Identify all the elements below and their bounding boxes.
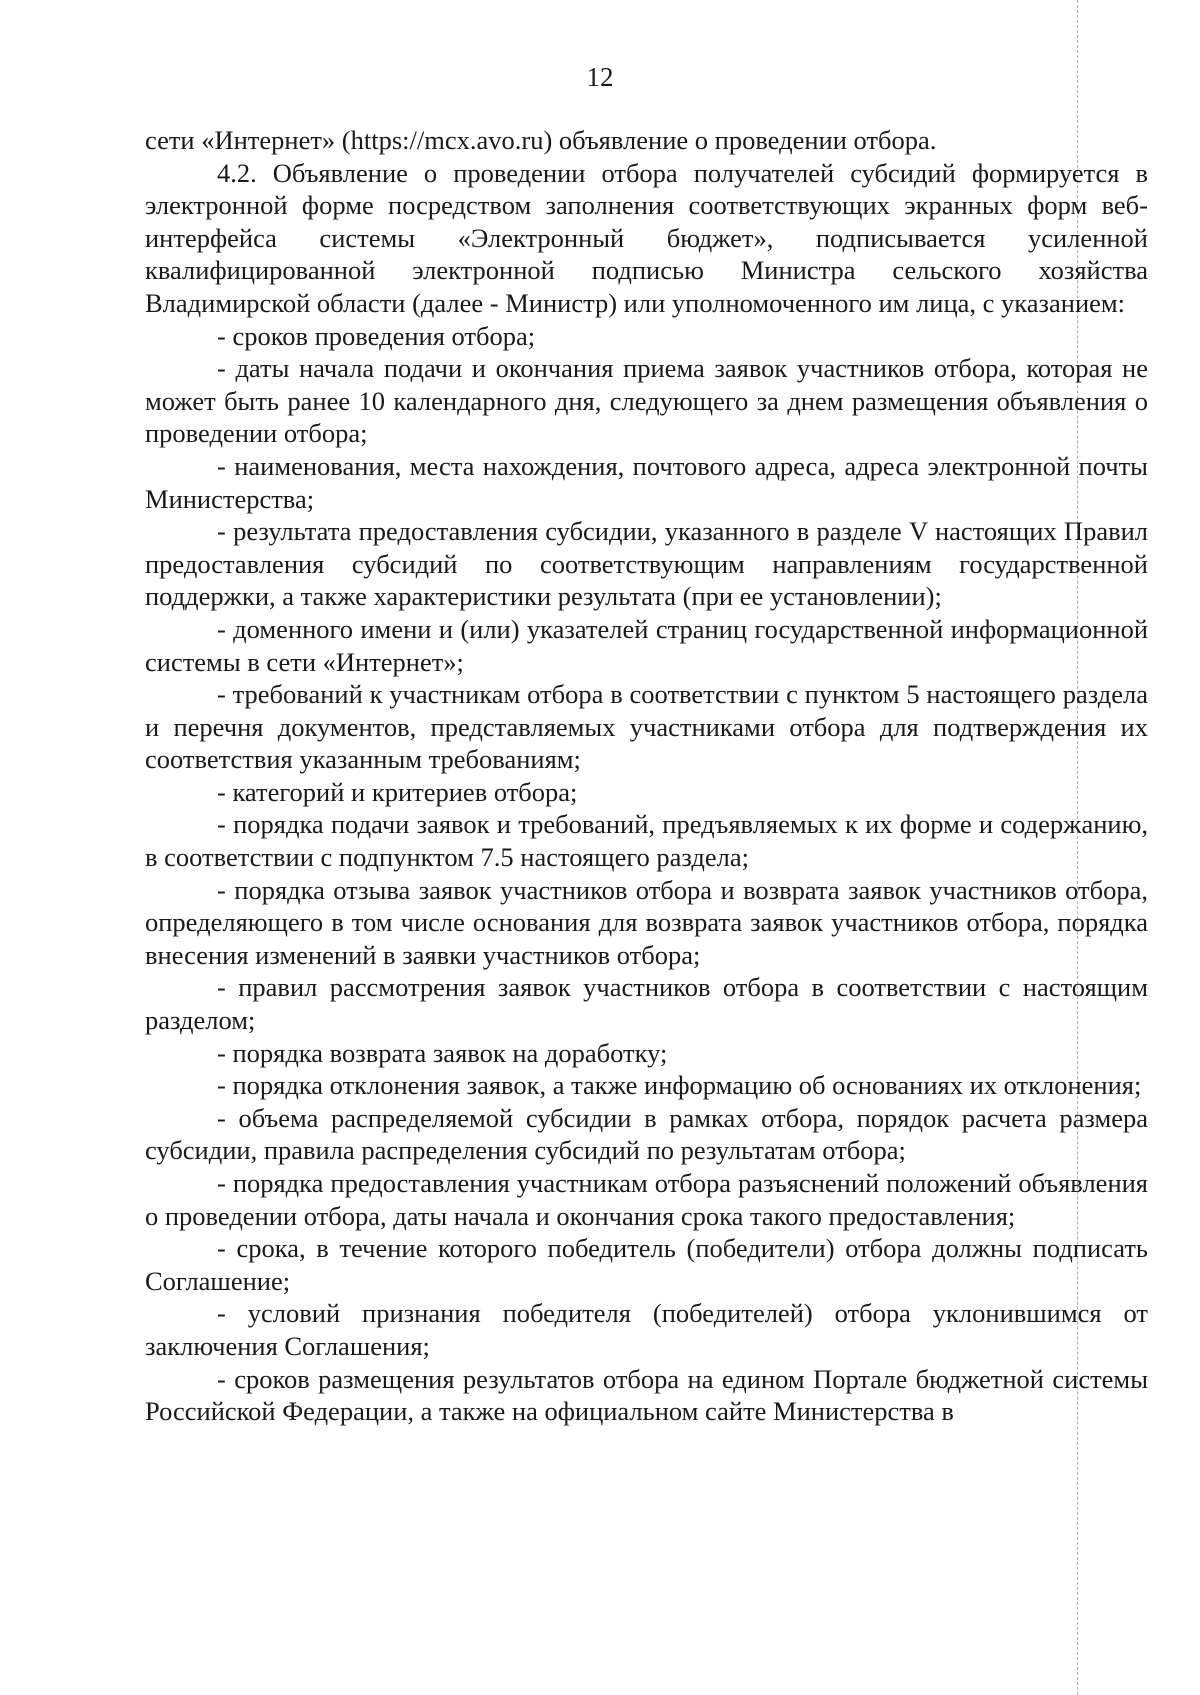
paragraph: 4.2. Объявление о проведении отбора получателей субсидий формируется в электронной форме посредством заполнения соответствующих экранных форм веб-интерфейса системы «Электронный бюджет», подписывается усиленной квалифицированной электронной подписью Министра сельского хозяйства Владимирской области (далее - Министр) или уполномоченного им лица, с указанием:: [145, 157, 1148, 318]
paragraph: сети «Интернет» (https://mcx.avo.ru) объявление о проведении отбора.: [145, 125, 937, 155]
list-item: - доменного имени и (или) указателей страниц государственной информационной системы в сети «Интернет»;: [145, 613, 1148, 677]
list-item: - срока, в течение которого победитель (победители) отбора должны подписать Соглашение;: [145, 1233, 1148, 1296]
list-item: - порядка подачи заявок и требований, предъявляемых к их форме и содержанию, в соответствии с подпунктом 7.5 настоящего раздела;: [145, 809, 1148, 873]
list-item: - сроков размещения результатов отбора на едином Портале бюджетной системы Российской Федерации, а также на официальном сайте Министерства в: [145, 1363, 1148, 1427]
list-item: - даты начала подачи и окончания приема заявок участников отбора, которая не может быть ранее 10 календарного дня, следующего за днем размещения объявления о проведении отбора;: [145, 353, 1148, 449]
list-item: - результата предоставления субсидии, указанного в разделе V настоящих Правил предоставления субсидий по соответствующим направлениям государственной поддержки, а также характеристики результата (при ее установлении);: [145, 516, 1148, 612]
document-body: [145, 124, 1148, 1428]
list-item: - порядка возврата заявок на доработку;: [217, 1037, 668, 1068]
list-item: - порядка предоставления участникам отбора разъяснений положений объявления о проведении отбора, даты начала и окончания срока такого предоставления;: [145, 1168, 1148, 1231]
list-item: - порядка отзыва заявок участников отбора и возврата заявок участников отбора, определяющего в том числе основания для возврата заявок участников отбора, порядка внесения изменений в заявки участников отбора;: [145, 874, 1148, 970]
list-item: - требований к участникам отбора в соответствии с пунктом 5 настоящего раздела и перечня документов, представляемых участниками отбора для подтверждения их соответствия указанным требованиям;: [145, 679, 1148, 775]
list-item: - наименования, места нахождения, почтового адреса, адреса электронной почты Министерства;: [145, 450, 1148, 514]
list-item: - условий признания победителя (победителей) отбора уклонившимся от заключения Соглашения;: [145, 1298, 1148, 1361]
list-item: - объема распределяемой субсидии в рамках отбора, порядок расчета размера субсидии, правила распределения субсидий по результатам отбора;: [145, 1102, 1148, 1166]
list-item: - категорий и критериев отбора;: [217, 776, 578, 807]
list-item: - порядка отклонения заявок, а также информацию об основаниях их отклонения;: [217, 1070, 1142, 1101]
list-item: - сроков проведения отбора;: [217, 320, 536, 351]
list-item: - правил рассмотрения заявок участников отбора в соответствии с настоящим разделом;: [145, 972, 1148, 1036]
page-number: 12: [586, 62, 614, 92]
